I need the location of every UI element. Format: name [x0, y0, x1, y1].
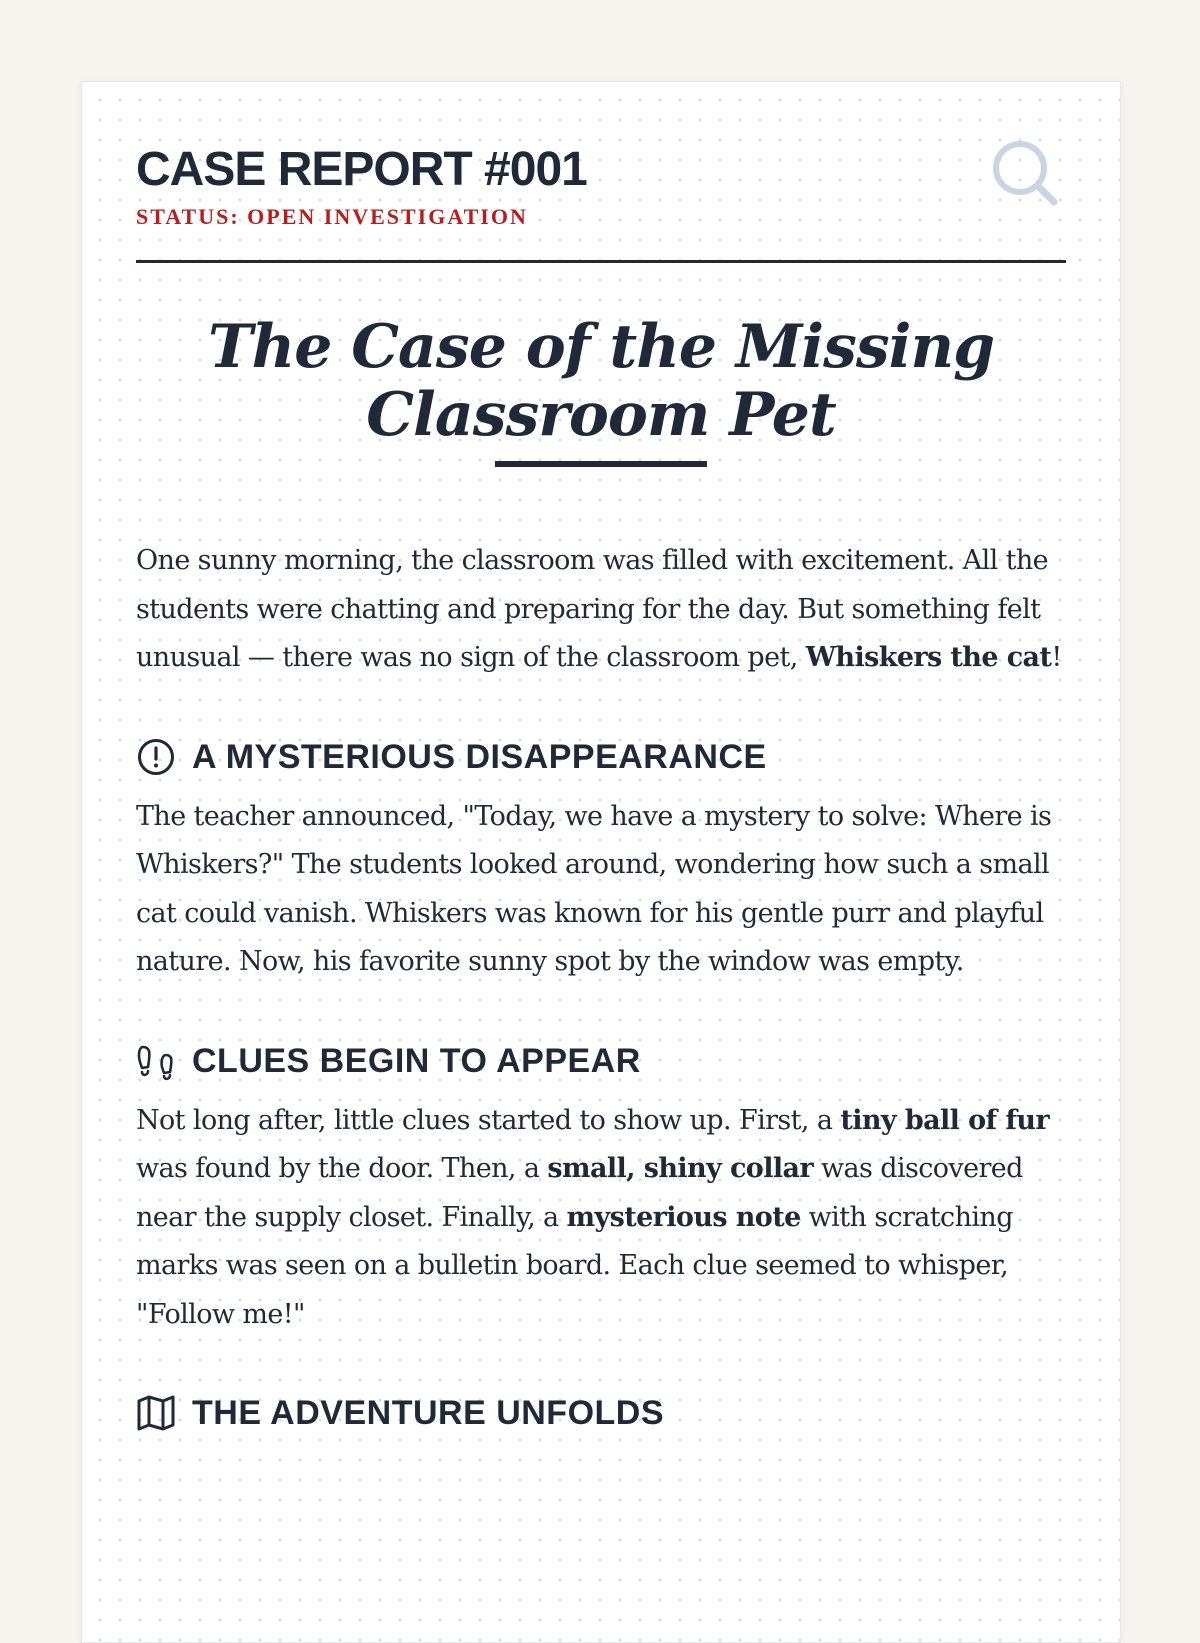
case-report-card — [81, 81, 1121, 1643]
clue-fur: tiny ball of fur — [840, 1104, 1050, 1136]
section-title: A MYSTERIOUS DISAPPEARANCE — [192, 737, 767, 776]
status-label: STATUS: OPEN INVESTIGATION — [136, 204, 528, 229]
story-title-line-1: The Case of the Missing — [207, 312, 995, 382]
section-heading-adventure — [136, 1393, 1066, 1433]
section-text: was discovered near the supply closet. Finally, a — [136, 1153, 1023, 1233]
title-underline — [495, 461, 707, 467]
report-content — [136, 142, 1066, 1449]
section-title: THE ADVENTURE UNFOLDS — [192, 1394, 665, 1432]
intro-text-end: ! — [1051, 642, 1062, 673]
clue-note: mysterious note — [566, 1201, 801, 1233]
report-header — [136, 142, 1066, 263]
section-text: The teacher announced, "Today, we have a mystery to solve: Where is Whiskers?" The students looked around, wondering how such a small cat could vanish. Whiskers was known for his gentle purr and playful nature. Now, his favorite sunny spot by the window was empty. — [136, 800, 1052, 977]
section-text: was found by the door. Then, a — [136, 1153, 548, 1184]
search-icon — [990, 138, 1062, 210]
section-heading-disappearance — [136, 737, 1066, 777]
section-paragraph — [136, 793, 1066, 987]
section-text: with scratching marks was seen on a bulletin board. Each clue seemed to whisper, "Follow me!" — [136, 1201, 1013, 1330]
alert-circle-icon — [136, 737, 176, 777]
section-paragraph — [136, 1097, 1066, 1340]
map-icon — [136, 1393, 176, 1433]
story-title-line-2: Classroom Pet — [366, 380, 836, 450]
case-title: CASE REPORT #001 — [136, 143, 587, 196]
footprints-icon — [136, 1041, 176, 1081]
intro-text: One sunny morning, the classroom was filled with excitement. All the students were chatting and preparing for the day. But something felt unusual — there was no sign of the classroom pet, — [136, 545, 1049, 673]
section-text: Not long after, little clues started to show up. First, a — [136, 1104, 841, 1136]
clue-collar: small, shiny collar — [547, 1153, 814, 1184]
intro-bold-text: Whiskers the cat — [805, 642, 1052, 673]
section-heading-clues — [136, 1041, 1066, 1081]
section-title: CLUES BEGIN TO APPEAR — [192, 1041, 641, 1080]
intro-paragraph — [136, 537, 1066, 683]
story-title — [136, 313, 1066, 449]
